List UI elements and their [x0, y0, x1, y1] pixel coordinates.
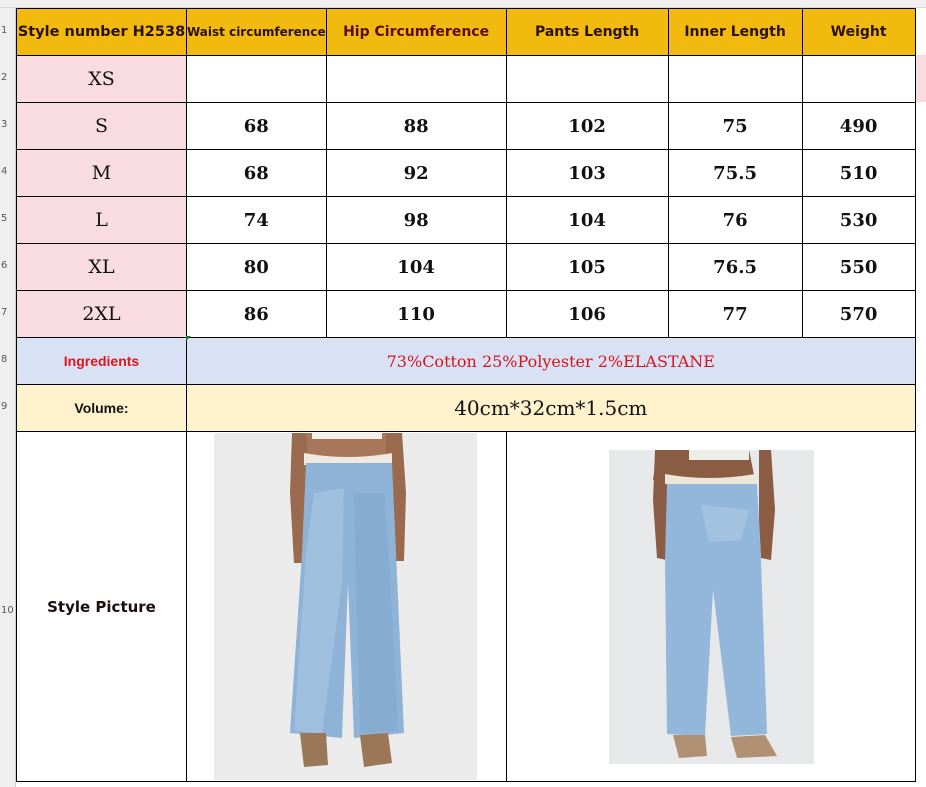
table-row	[17, 56, 916, 103]
pants-length-cell[interactable]: 103	[506, 150, 668, 197]
inner-length-cell[interactable]	[668, 56, 802, 103]
row-number[interactable]: 8	[1, 354, 8, 365]
volume-value[interactable]: 40cm*32cm*1.5cm	[187, 385, 916, 432]
header-pants-length[interactable]: Pants Length	[506, 9, 668, 56]
table-row	[17, 244, 916, 291]
ingredients-label[interactable]: Ingredients	[17, 338, 187, 385]
weight-cell[interactable]: 570	[802, 291, 915, 338]
header-style-number[interactable]: Style number H2538	[17, 9, 187, 56]
waist-cell[interactable]	[187, 56, 327, 103]
pants-length-cell[interactable]: 105	[506, 244, 668, 291]
hip-cell[interactable]: 92	[326, 150, 506, 197]
waist-cell[interactable]: 80	[187, 244, 327, 291]
header-row	[17, 9, 916, 56]
row-number[interactable]: 7	[1, 307, 8, 318]
inner-length-cell[interactable]: 75.5	[668, 150, 802, 197]
row-number[interactable]: 1	[1, 25, 8, 36]
volume-row	[17, 385, 916, 432]
hip-cell[interactable]: 88	[326, 103, 506, 150]
size-chart-table	[16, 8, 916, 782]
table-row	[17, 291, 916, 338]
jeans-front-photo-icon[interactable]	[214, 433, 477, 780]
row-number[interactable]: 3	[1, 119, 8, 130]
pants-length-cell[interactable]: 106	[506, 291, 668, 338]
weight-cell[interactable]: 490	[802, 103, 915, 150]
front-image-cell[interactable]	[187, 432, 507, 782]
row-number[interactable]: 5	[1, 213, 8, 224]
header-weight[interactable]: Weight	[802, 9, 915, 56]
size-cell[interactable]: XS	[17, 56, 187, 103]
size-cell[interactable]: S	[17, 103, 187, 150]
inner-length-cell[interactable]: 76	[668, 197, 802, 244]
size-cell[interactable]: 2XL	[17, 291, 187, 338]
row-number[interactable]: 9	[1, 401, 8, 412]
volume-label[interactable]: Volume:	[17, 385, 187, 432]
header-inner-length[interactable]: Inner Length	[668, 9, 802, 56]
weight-cell[interactable]: 550	[802, 244, 915, 291]
ingredients-value[interactable]: 73%Cotton 25%Polyester 2%ELASTANE	[187, 338, 916, 385]
weight-cell[interactable]	[802, 56, 915, 103]
inner-length-cell[interactable]: 76.5	[668, 244, 802, 291]
row-number[interactable]: 2	[1, 72, 8, 83]
pants-length-cell[interactable]: 104	[506, 197, 668, 244]
waist-cell[interactable]: 86	[187, 291, 327, 338]
row-number[interactable]: 4	[1, 166, 8, 177]
pants-length-cell[interactable]: 102	[506, 103, 668, 150]
adjacent-cell-fill	[916, 55, 926, 102]
table-row	[17, 150, 916, 197]
column-header-strip	[0, 0, 926, 8]
hip-cell[interactable]: 104	[326, 244, 506, 291]
style-picture-label[interactable]: Style Picture	[17, 432, 187, 782]
table-row	[17, 197, 916, 244]
row-number-gutter	[0, 8, 16, 787]
waist-cell[interactable]: 68	[187, 103, 327, 150]
back-image-cell[interactable]	[506, 432, 915, 782]
size-cell[interactable]: L	[17, 197, 187, 244]
table-row	[17, 103, 916, 150]
style-picture-row	[17, 432, 916, 782]
waist-cell[interactable]: 68	[187, 150, 327, 197]
pants-length-cell[interactable]	[506, 56, 668, 103]
ingredients-row	[17, 338, 916, 385]
jeans-back-photo-icon[interactable]	[609, 450, 814, 764]
waist-cell[interactable]: 74	[187, 197, 327, 244]
size-cell[interactable]: M	[17, 150, 187, 197]
row-number[interactable]: 10	[1, 605, 14, 616]
hip-cell[interactable]: 98	[326, 197, 506, 244]
hip-cell[interactable]	[326, 56, 506, 103]
cell-comment-indicator-icon	[186, 336, 191, 341]
size-cell[interactable]: XL	[17, 244, 187, 291]
weight-cell[interactable]: 530	[802, 197, 915, 244]
weight-cell[interactable]: 510	[802, 150, 915, 197]
header-waist[interactable]: Waist circumference	[187, 9, 327, 56]
inner-length-cell[interactable]: 77	[668, 291, 802, 338]
header-hip[interactable]: Hip Circumference	[326, 9, 506, 56]
inner-length-cell[interactable]: 75	[668, 103, 802, 150]
row-number[interactable]: 6	[1, 260, 8, 271]
hip-cell[interactable]: 110	[326, 291, 506, 338]
